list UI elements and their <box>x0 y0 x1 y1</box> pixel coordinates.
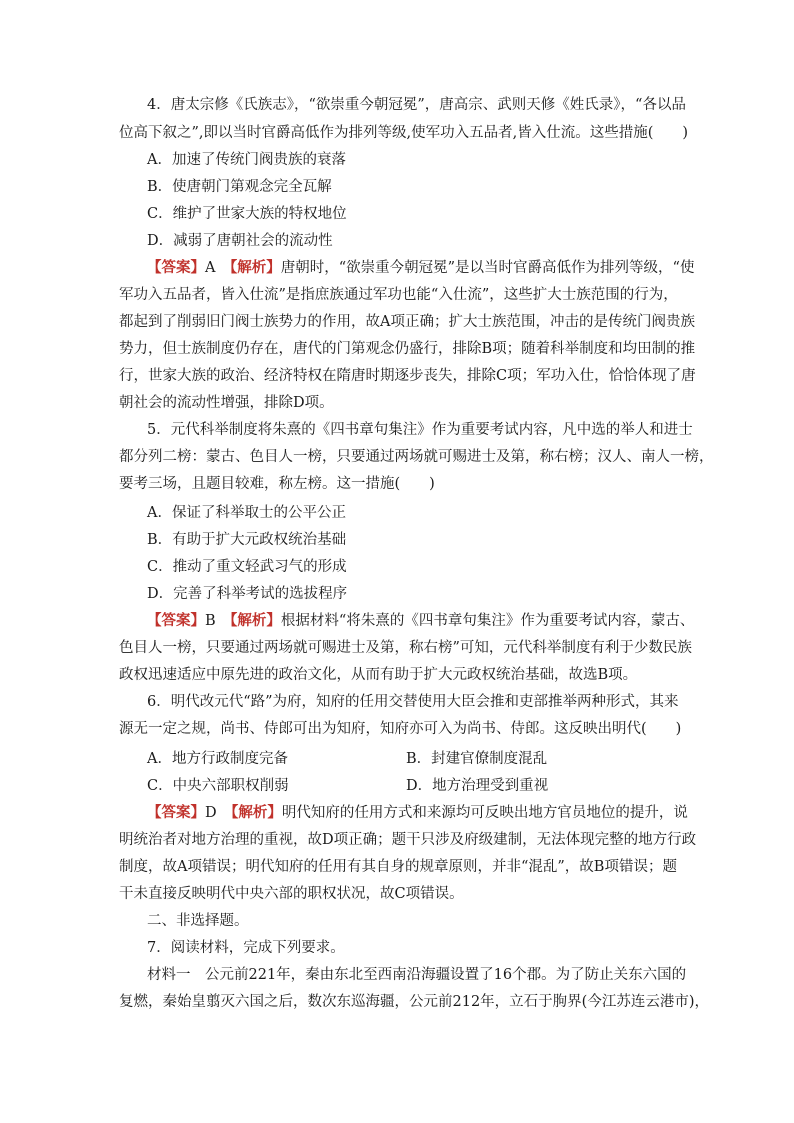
q6-analysis-first: 明代知府的任用方式和来源均可反映出地方官员地位的提升，说 <box>281 805 688 821</box>
q6-analysis-line-4: 干未直接反映明代中央六部的职权状况，故C项错误。 <box>119 886 464 902</box>
q4-option-a: A．加速了传统门阀贵族的衰落 <box>147 152 346 168</box>
answer-tag: 【答案】 <box>147 612 205 629</box>
q6-option-b: B．封建官僚制度混乱 <box>406 751 548 767</box>
answer-tag: 【答案】 <box>147 804 205 821</box>
q6-option-a: A．地方行政制度完备 <box>147 751 288 767</box>
q4-stem-line-1: 4．唐太宗修《氏族志》，“欲崇重今朝冠冕”，唐高宗、武则天修《姓氏录》，“各以品 <box>147 97 686 113</box>
analysis-tag: 【解析】 <box>230 612 281 629</box>
q4-option-b: B．使唐朝门第观念完全瓦解 <box>147 179 332 195</box>
q4-analysis-line-3: 都起到了削弱旧门阀士族势力的作用，故A项正确；扩大士族范围，冲击的是传统门阀贵族 <box>119 314 695 330</box>
q5-analysis-line-3: 政权迅速适应中原先进的政治文化，从而有助于扩大元政权统治基础，故选B项。 <box>119 667 638 683</box>
q7-stem: 7．阅读材料，完成下列要求。 <box>147 940 345 956</box>
q4-analysis-line-4: 势力，但士族制度仍存在，唐代的门第观念仍盛行，排除B项；随着科举制度和均田制的推 <box>119 341 696 357</box>
q5-option-b: B．有助于扩大元政权统治基础 <box>147 532 347 548</box>
q5-analysis-first: 根据材料“将朱熹的《四书章句集注》作为重要考试内容，蒙古、 <box>280 613 695 629</box>
q5-option-a: A．保证了科举取士的公平公正 <box>147 505 346 521</box>
q5-stem-line-2: 都分列二榜：蒙古、色目人一榜，只要通过两场就可赐进士及第，称右榜；汉人、南人一榜， <box>119 449 714 465</box>
q5-option-d: D．完善了科举考试的选拔程序 <box>147 586 348 602</box>
q5-option-c: C．推动了重文轻武习气的形成 <box>147 559 347 575</box>
q6-analysis-line-3: 制度，故A项错误；明代知府的任用有其自身的规章原则，并非“混乱”，故B项错误；题 <box>119 859 677 875</box>
section-heading-non-choice: 二、非选择题。 <box>147 913 249 929</box>
q6-answer-line <box>147 803 688 823</box>
q5-answer-line <box>147 611 694 631</box>
q4-analysis-line-2: 军功入五品者，皆入仕流”是指庶族通过军功也能“入仕流”，这些扩大士族范围的行为， <box>119 287 678 303</box>
q5-analysis-line-2: 色目人一榜，只要通过两场就可赐进士及第，称右榜”可知，元代科举制度有利于少数民族 <box>119 640 692 656</box>
q6-answer-value: D <box>205 805 217 821</box>
analysis-tag: 【解析】 <box>229 259 281 276</box>
q5-answer-value: B <box>205 613 216 629</box>
q7-material-line-1: 材料一 公元前221年，秦由东北至西南沿海疆设置了16个郡。为了防止关东六国的 <box>147 967 687 983</box>
q5-stem-line-1: 5．元代科举制度将朱熹的《四书章句集注》作为重要考试内容，凡中选的举人和进士 <box>147 422 693 438</box>
q4-analysis-first: 唐朝时，“欲崇重今朝冠冕”是以当时官爵高低作为排列等级，“使 <box>280 260 695 276</box>
q6-stem-line-2: 源无一定之规，尚书、侍郎可出为知府，知府亦可入为尚书、侍郎。这反映出明代( ) <box>119 721 682 737</box>
q7-material-line-2: 复燃，秦始皇翦灭六国之后，数次东巡海疆，公元前212年，立石于朐界(今江苏连云港市)， <box>119 994 709 1010</box>
q4-analysis-line-5: 行，世家大族的政治、经济特权在隋唐时期逐步丧失，排除C项；军功入仕，恰恰体现了唐 <box>119 368 696 384</box>
q4-answer-line <box>147 258 694 278</box>
analysis-tag: 【解析】 <box>231 804 282 821</box>
q4-answer-value: A <box>205 260 216 276</box>
answer-tag: 【答案】 <box>147 259 205 276</box>
q5-stem-line-3: 要考三场，且题目较难，称左榜。这一措施( ) <box>119 476 435 492</box>
q4-stem-line-2: 位高下叙之”,即以当时官爵高低作为排列等级,使军功入五品者,皆入仕流。这些措施( ) <box>119 125 689 141</box>
q4-analysis-line-6: 朝社会的流动性增强，排除D项。 <box>119 395 334 411</box>
q4-option-c: C．维护了世家大族的特权地位 <box>147 206 347 222</box>
q4-option-d: D．减弱了唐朝社会的流动性 <box>147 233 333 249</box>
q6-stem-line-1: 6．明代改元代“路”为府，知府的任用交替使用大臣会推和吏部推举两种形式，其来 <box>147 694 679 710</box>
q6-option-d: D．地方治理受到重视 <box>406 778 549 794</box>
q6-option-c: C．中央六部职权削弱 <box>147 778 289 794</box>
q6-analysis-line-2: 明统治者对地方治理的重视，故D项正确；题干只涉及府级建制，无法体现完整的地方行政 <box>119 832 697 848</box>
